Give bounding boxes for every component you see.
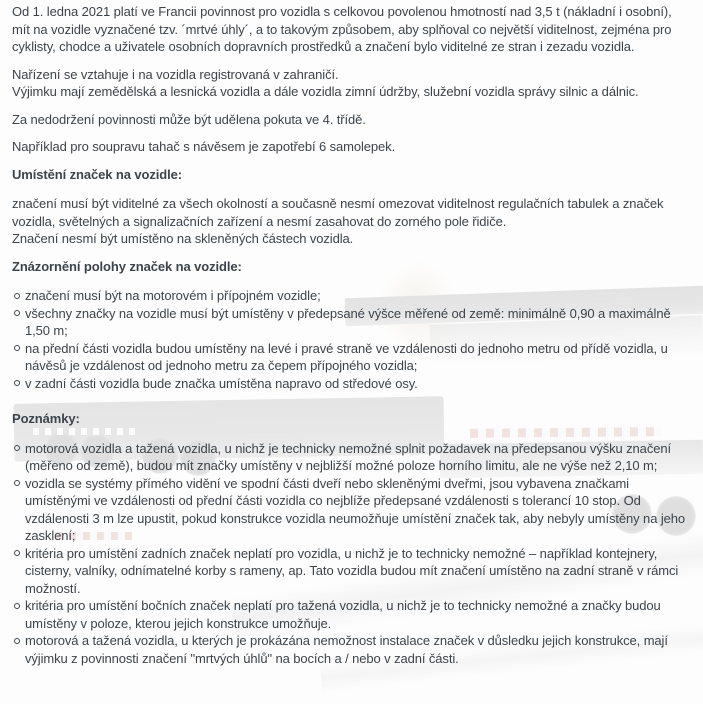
scope-line-foreign-vehicles: Nařízení se vztahuje i na vozidla registrovaná v zahraničí. — [12, 66, 339, 82]
heading-placement: Umístění značek na vozidle: — [12, 166, 182, 182]
placement-visibility-rule: značení musí být viditelné za všech okolností a současně nesmí omezovat viditelnost regulačních tabulek a značek vozidla, světelných a signalizačních zařízení a nesmí zasahovat do zorného pole řidiče. — [12, 196, 664, 229]
placement-paragraph — [12, 195, 691, 248]
list-item: kritéria pro umístění bočních značek neplatí pro tažená vozidla, u nichž je to technicky nemožné a značky budou umístěny v poloze, kterou jejich konstrukce umožňuje. — [12, 597, 691, 632]
placement-glass-rule: Značení nesmí být umístěno na skleněných částech vozidla. — [12, 231, 354, 246]
list-item: na přední části vozidla budou umístěny na levé i pravé straně ve vzdálenosti do jednoho metru od přídě vozidla, u návěsů je vzdálenost od jednoho metru za čepem přípojného vozidla; — [12, 340, 691, 375]
scope-line-exemptions: Výjimku mají zemědělská a lesnická vozidla a dále vozidla zimní údržby, služební vozidla správy silnic a dálnic. — [12, 84, 639, 99]
heading-notes: Poznámky: — [12, 411, 80, 426]
list-item: značení musí být na motorovém i přípojném vozidle; — [12, 287, 691, 305]
list-item: v zadní části vozidla bude značka umístěna napravo od středové osy. — [12, 375, 691, 393]
list-item: všechny značky na vozidle musí být umístěny v předepsané výšce měřené od země: minimálně 0,90 a maximálně 1,50 m; — [12, 305, 691, 340]
list-item: vozidla se systémy přímého vidění ve spodní části dveří nebo skleněnými dveřmi, jsou vybavena značkami umístěnými ve vzdálenosti od přední části vozidla co nejblíže předepsané vzdálenosti s tolerancí 10 stop. Od vzdálenosti 3 m lze upustit, pokud konstrukce vozidla neumožňuje umístění značek tak, aby nebyly umístěny na jeho zasklení; — [12, 475, 691, 545]
notes-list — [12, 440, 691, 668]
heading-positions: Znázornění polohy značek na vozidle: — [12, 258, 242, 274]
positions-list — [12, 287, 691, 392]
intro-paragraph: Od 1. ledna 2021 platí ve Francii povinnost pro vozidla s celkovou povolenou hmotností nad 3,5 t (nákladní i osobní), mít na vozidle vyznačené tzv. ´mrtvé úhly´, a to takovým způsobem, aby splňoval co největší viditelnost, zejména pro cyklisty, chodce a uživatele osobních dopravních prostředků a značení bylo viditelné ze stran i zezadu vozidla. — [12, 4, 672, 54]
example-paragraph: Například pro soupravu tahač s návěsem je zapotřebí 6 samolepek. — [12, 139, 396, 154]
scope-paragraph — [12, 66, 691, 101]
penalty-paragraph: Za nedodržení povinnosti může být udělena pokuta ve 4. třídě. — [12, 111, 366, 127]
list-item: motorová a tažená vozidla, u kterých je prokázána nemožnost instalace značek v důsledku jejich konstrukce, mají výjimku z povinnosti značení "mrtvých úhlů" na bocích a / nebo v zadní části. — [12, 632, 691, 667]
list-item: kritéria pro umístění zadních značek neplatí pro vozidla, u nichž je to technicky nemožné – například kontejnery, cisterny, valníky, odnímatelné korby s rameny, ap. Tato vozidla budou mít značení umístěno na zadní straně v rámci možností. — [12, 545, 691, 598]
list-item: motorová vozidla a tažená vozidla, u nichž je technicky nemožné splnit požadavek na předepsanou výšku značení (měřeno od země), budou mít značky umístěny v nejbližší možné poloze horního limitu, ale ne výše než 2,10 m; — [12, 440, 691, 475]
